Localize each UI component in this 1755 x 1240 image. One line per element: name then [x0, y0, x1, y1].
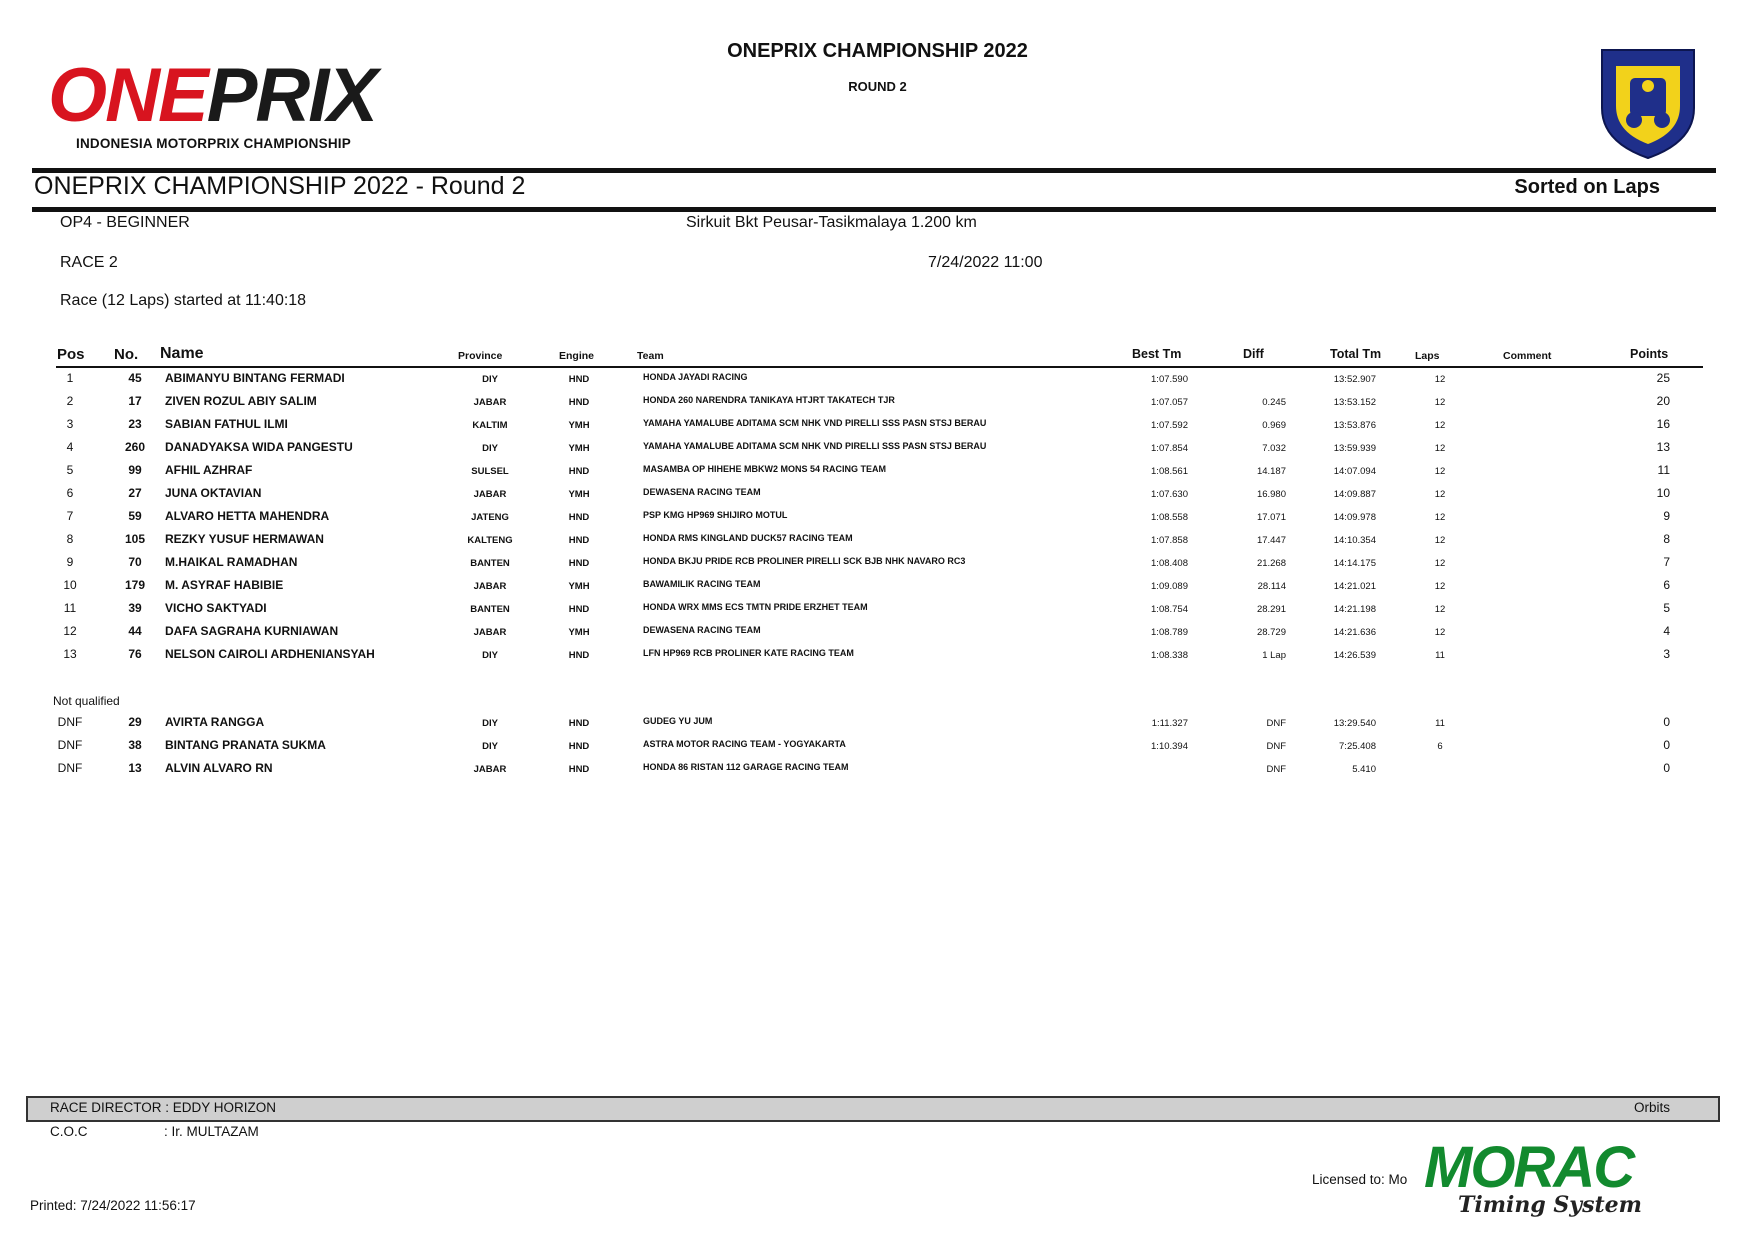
cell-total: 14:10.354 — [1333, 535, 1376, 546]
cell-total: 13:53.152 — [1333, 397, 1376, 408]
cell-total: 14:21.636 — [1333, 627, 1376, 638]
cell-team: HONDA WRX MMS ECS TMTN PRIDE ERZHET TEAM — [643, 602, 868, 612]
cell-total: 13:29.540 — [1333, 718, 1376, 729]
cell-province: JABAR — [473, 764, 507, 775]
cell-pos: 6 — [66, 486, 74, 500]
document-title: ONEPRIX CHAMPIONSHIP 2022 - Round 2 — [34, 172, 526, 200]
race-start-info: Race (12 Laps) started at 11:40:18 — [60, 292, 307, 309]
cell-team: YAMAHA YAMALUBE ADITAMA SCM NHK VND PIRELLI SSS PASN STSJ BERAU — [643, 441, 987, 451]
cell-best: 1:07.858 — [1151, 535, 1188, 546]
cell-province: DIY — [482, 443, 498, 454]
cell-name: JUNA OKTAVIAN — [165, 486, 262, 500]
logo-prix-text: PRIX — [206, 53, 377, 138]
cell-diff: DNF — [1266, 741, 1286, 752]
cell-province: JABAR — [473, 397, 507, 408]
cell-name: DAFA SAGRAHA KURNIAWAN — [165, 624, 339, 638]
cell-diff: 21.268 — [1256, 558, 1286, 569]
table-row — [0, 601, 1755, 623]
col-header-diff: Diff — [1243, 347, 1264, 361]
table-row — [0, 417, 1755, 439]
cell-name: AFHIL AZHRAF — [165, 463, 253, 477]
table-row — [0, 578, 1755, 600]
cell-team: GUDEG YU JUM — [643, 716, 713, 726]
cell-engine: HND — [568, 764, 590, 775]
race-label: RACE 2 — [60, 254, 118, 271]
cell-total: 14:21.198 — [1333, 604, 1376, 615]
cell-name: NELSON CAIROLI ARDHENIANSYAH — [165, 647, 375, 661]
cell-points: 4 — [1663, 624, 1670, 638]
cell-engine: HND — [568, 741, 590, 752]
cell-total: 13:59.939 — [1333, 443, 1376, 454]
cell-pos: DNF — [57, 761, 83, 775]
cell-best: 1:07.590 — [1151, 374, 1188, 385]
cell-best: 1:08.408 — [1151, 558, 1188, 569]
cell-points: 3 — [1663, 647, 1670, 661]
cell-diff: DNF — [1266, 718, 1286, 729]
col-header-comment: Comment — [1503, 350, 1552, 362]
cell-no: 59 — [128, 509, 142, 523]
cell-province: KALTIM — [472, 420, 508, 431]
cell-province: BANTEN — [470, 558, 510, 569]
cell-pos: 12 — [63, 624, 77, 638]
cell-team: HONDA RMS KINGLAND DUCK57 RACING TEAM — [643, 533, 853, 543]
cell-engine: HND — [568, 374, 590, 385]
cell-diff: 17.071 — [1256, 512, 1286, 523]
table-header-rule — [56, 366, 1703, 368]
cell-no: 27 — [128, 486, 142, 500]
cell-province: JATENG — [471, 512, 509, 523]
cell-best: 1:10.394 — [1151, 741, 1188, 752]
table-row — [0, 394, 1755, 416]
cell-name: ALVIN ALVARO RN — [165, 761, 273, 775]
table-row — [0, 624, 1755, 646]
class-label: OP4 - BEGINNER — [60, 214, 190, 231]
cell-province: SULSEL — [471, 466, 509, 477]
cell-province: DIY — [482, 741, 498, 752]
cell-province: JABAR — [473, 581, 507, 592]
cell-laps: 12 — [1434, 489, 1446, 500]
cell-diff: DNF — [1266, 764, 1286, 775]
cell-pos: 4 — [66, 440, 74, 454]
cell-best: 1:07.057 — [1151, 397, 1188, 408]
cell-points: 6 — [1663, 578, 1670, 592]
cell-team: HONDA 86 RISTAN 112 GARAGE RACING TEAM — [643, 762, 849, 772]
cell-team: HONDA JAYADI RACING — [643, 372, 748, 382]
cell-name: ALVARO HETTA MAHENDRA — [165, 509, 330, 523]
col-header-engine: Engine — [559, 350, 595, 362]
page-title: ONEPRIX CHAMPIONSHIP 2022 — [727, 40, 1028, 62]
col-header-points: Points — [1630, 347, 1669, 361]
col-header-laps: Laps — [1415, 350, 1440, 362]
cell-total: 14:14.175 — [1333, 558, 1376, 569]
cell-engine: YMH — [568, 420, 590, 431]
cell-pos: 8 — [66, 532, 74, 546]
cell-no: 45 — [128, 371, 142, 385]
cell-engine: HND — [568, 718, 590, 729]
cell-name: ZIVEN ROZUL ABIY SALIM — [165, 394, 317, 408]
col-header-team: Team — [637, 350, 664, 362]
cell-total: 13:53.876 — [1333, 420, 1376, 431]
cell-name: SABIAN FATHUL ILMI — [165, 417, 288, 431]
cell-engine: HND — [568, 558, 590, 569]
cell-points: 0 — [1663, 715, 1670, 729]
cell-points: 20 — [1656, 394, 1670, 408]
col-header-total: Total Tm — [1330, 347, 1382, 361]
cell-team: BAWAMILIK RACING TEAM — [643, 579, 761, 589]
cell-points: 0 — [1663, 761, 1670, 775]
cell-engine: HND — [568, 397, 590, 408]
cell-laps: 12 — [1434, 443, 1446, 454]
cell-team: HONDA 260 NARENDRA TANIKAYA HTJRT TAKATECH TJR — [643, 395, 895, 405]
cell-laps: 12 — [1434, 558, 1446, 569]
footer-bar — [26, 1096, 1720, 1122]
table-row — [0, 509, 1755, 531]
cell-no: 17 — [128, 394, 142, 408]
cell-pos: 9 — [66, 555, 74, 569]
cell-laps: 11 — [1435, 650, 1445, 661]
cell-diff: 1 Lap — [1262, 650, 1286, 661]
cell-pos: 3 — [66, 417, 74, 431]
logo-one-text: ONE — [48, 53, 207, 138]
cell-name: M. ASYRAF HABIBIE — [165, 578, 284, 592]
cell-team: HONDA BKJU PRIDE RCB PROLINER PIRELLI SCK BJB NHK NAVARO RC3 — [643, 556, 966, 566]
cell-points: 13 — [1656, 440, 1670, 454]
table-row — [0, 647, 1755, 669]
cell-engine: HND — [568, 466, 590, 477]
cell-name: VICHO SAKTYADI — [165, 601, 267, 615]
cell-total: 13:52.907 — [1333, 374, 1376, 385]
cell-best: 1:07.630 — [1151, 489, 1188, 500]
cell-no: 44 — [128, 624, 142, 638]
morac-logo — [1418, 1134, 1713, 1226]
cell-name: ABIMANYU BINTANG FERMADI — [165, 371, 345, 385]
cell-name: AVIRTA RANGGA — [165, 715, 265, 729]
licensed-label: Licensed to: Mo — [1312, 1172, 1408, 1187]
sort-label: Sorted on Laps — [1514, 176, 1660, 198]
cell-diff: 28.729 — [1256, 627, 1286, 638]
morac-wordmark: MORAC — [1418, 1134, 1633, 1201]
cell-engine: HND — [568, 512, 590, 523]
cell-best: 1:08.338 — [1151, 650, 1188, 661]
cell-best: 1:07.854 — [1151, 443, 1188, 454]
coc-label: C.O.C — [50, 1124, 88, 1139]
cell-pos: DNF — [57, 715, 83, 729]
cell-no: 260 — [124, 440, 146, 454]
cell-diff: 0.969 — [1262, 420, 1286, 431]
cell-diff: 0.245 — [1262, 397, 1286, 408]
cell-no: 70 — [128, 555, 142, 569]
cell-province: DIY — [482, 374, 498, 385]
cell-name: M.HAIKAL RAMADHAN — [165, 555, 298, 569]
table-row — [0, 486, 1755, 508]
cell-pos: 5 — [66, 463, 74, 477]
cell-laps: 12 — [1434, 466, 1446, 477]
table-row — [0, 761, 1755, 783]
printed-timestamp: Printed: 7/24/2022 11:56:17 — [30, 1198, 196, 1213]
col-header-province: Province — [458, 350, 503, 362]
cell-pos: 1 — [66, 371, 74, 385]
cell-laps: 6 — [1437, 741, 1443, 752]
cell-laps: 12 — [1434, 374, 1446, 385]
cell-best: 1:09.089 — [1151, 581, 1188, 592]
col-header-no: No. — [114, 346, 139, 363]
cell-best: 1:08.754 — [1151, 604, 1188, 615]
table-row — [0, 440, 1755, 462]
col-header-pos: Pos — [57, 346, 85, 363]
cell-no: 38 — [128, 738, 142, 752]
cell-no: 179 — [124, 578, 146, 592]
cell-total: 14:21.021 — [1333, 581, 1376, 592]
cell-total: 7:25.408 — [1339, 741, 1376, 752]
table-row — [0, 532, 1755, 554]
cell-engine: YMH — [568, 443, 590, 454]
cell-points: 8 — [1663, 532, 1670, 546]
cell-best: 1:08.789 — [1151, 627, 1188, 638]
cell-province: DIY — [482, 650, 498, 661]
cell-engine: HND — [568, 650, 590, 661]
cell-engine: YMH — [568, 627, 590, 638]
cell-pos: 10 — [63, 578, 77, 592]
coc-value: : Ir. MULTAZAM — [164, 1124, 259, 1139]
cell-engine: YMH — [568, 581, 590, 592]
cell-team: PSP KMG HP969 SHIJIRO MOTUL — [643, 510, 788, 520]
cell-total: 14:09.887 — [1333, 489, 1376, 500]
col-header-best: Best Tm — [1132, 347, 1182, 361]
cell-laps: 12 — [1434, 627, 1446, 638]
cell-best: 1:11.327 — [1151, 718, 1188, 729]
not-qualified-label: Not qualified — [53, 694, 120, 708]
cell-total: 14:07.094 — [1333, 466, 1376, 477]
cell-no: 13 — [128, 761, 142, 775]
cell-diff: 16.980 — [1256, 489, 1286, 500]
cell-laps: 12 — [1434, 512, 1446, 523]
cell-points: 16 — [1656, 417, 1670, 431]
cell-best: 1:07.592 — [1151, 420, 1188, 431]
cell-no: 39 — [128, 601, 142, 615]
cell-no: 76 — [128, 647, 142, 661]
cell-points: 10 — [1656, 486, 1670, 500]
cell-diff: 7.032 — [1262, 443, 1286, 454]
cell-laps: 12 — [1434, 604, 1446, 615]
cell-laps: 12 — [1434, 581, 1446, 592]
cell-points: 0 — [1663, 738, 1670, 752]
cell-diff: 28.114 — [1257, 581, 1286, 592]
cell-team: LFN HP969 RCB PROLINER KATE RACING TEAM — [643, 648, 854, 658]
cell-engine: YMH — [568, 489, 590, 500]
cell-engine: HND — [568, 604, 590, 615]
cell-diff: 28.291 — [1256, 604, 1286, 615]
imi-logo — [1596, 46, 1700, 160]
cell-points: 5 — [1663, 601, 1670, 615]
morac-subtitle: Timing System — [1458, 1192, 1642, 1218]
round-label: ROUND 2 — [848, 79, 907, 94]
cell-name: BINTANG PRANATA SUKMA — [165, 738, 326, 752]
cell-pos: 2 — [66, 394, 74, 408]
cell-province: BANTEN — [470, 604, 510, 615]
cell-no: 23 — [128, 417, 142, 431]
cell-team: DEWASENA RACING TEAM — [643, 487, 761, 497]
cell-points: 7 — [1663, 555, 1670, 569]
race-director: RACE DIRECTOR : EDDY HORIZON — [50, 1100, 277, 1115]
cell-points: 25 — [1656, 371, 1670, 385]
cell-total: 14:26.539 — [1333, 650, 1376, 661]
cell-points: 9 — [1663, 509, 1670, 523]
cell-province: KALTENG — [467, 535, 513, 546]
cell-pos: DNF — [57, 738, 83, 752]
cell-laps: 12 — [1434, 535, 1446, 546]
cell-province: DIY — [482, 718, 498, 729]
table-row — [0, 738, 1755, 760]
cell-name: DANADYAKSA WIDA PANGESTU — [165, 440, 353, 454]
table-row — [0, 715, 1755, 737]
orbits-label: Orbits — [1633, 1100, 1670, 1115]
cell-team: MASAMBA OP HIHEHE MBKW2 MONS 54 RACING TEAM — [643, 464, 887, 474]
cell-no: 29 — [128, 715, 142, 729]
cell-best: 1:08.561 — [1151, 466, 1188, 477]
cell-pos: 11 — [63, 601, 77, 615]
oneprix-logo — [48, 53, 408, 154]
cell-team: ASTRA MOTOR RACING TEAM - YOGYAKARTA — [643, 739, 846, 749]
race-datetime: 7/24/2022 11:00 — [928, 254, 1043, 271]
cell-team: YAMAHA YAMALUBE ADITAMA SCM NHK VND PIRELLI SSS PASN STSJ BERAU — [643, 418, 987, 428]
circuit-label: Sirkuit Bkt Peusar-Tasikmalaya 1.200 km — [686, 214, 977, 231]
cell-pos: 13 — [63, 647, 77, 661]
col-header-name: Name — [160, 345, 204, 362]
logo-subtitle: INDONESIA MOTORPRIX CHAMPIONSHIP — [76, 136, 351, 151]
cell-province: JABAR — [473, 489, 507, 500]
cell-engine: HND — [568, 535, 590, 546]
cell-total: 5.410 — [1352, 764, 1376, 775]
cell-name: REZKY YUSUF HERMAWAN — [165, 532, 324, 546]
table-row — [0, 555, 1755, 577]
cell-points: 11 — [1657, 463, 1670, 477]
cell-diff: 17.447 — [1256, 535, 1286, 546]
cell-province: JABAR — [473, 627, 507, 638]
cell-no: 105 — [124, 532, 146, 546]
header-rule-bottom — [32, 207, 1716, 212]
cell-laps: 12 — [1434, 420, 1446, 431]
cell-best: 1:08.558 — [1151, 512, 1188, 523]
cell-total: 14:09.978 — [1333, 512, 1376, 523]
cell-team: DEWASENA RACING TEAM — [643, 625, 761, 635]
cell-laps: 11 — [1435, 718, 1445, 729]
cell-diff: 14.187 — [1256, 466, 1286, 477]
table-row — [0, 463, 1755, 485]
cell-no: 99 — [128, 463, 142, 477]
cell-laps: 12 — [1434, 397, 1446, 408]
table-row — [0, 371, 1755, 393]
cell-pos: 7 — [66, 509, 74, 523]
